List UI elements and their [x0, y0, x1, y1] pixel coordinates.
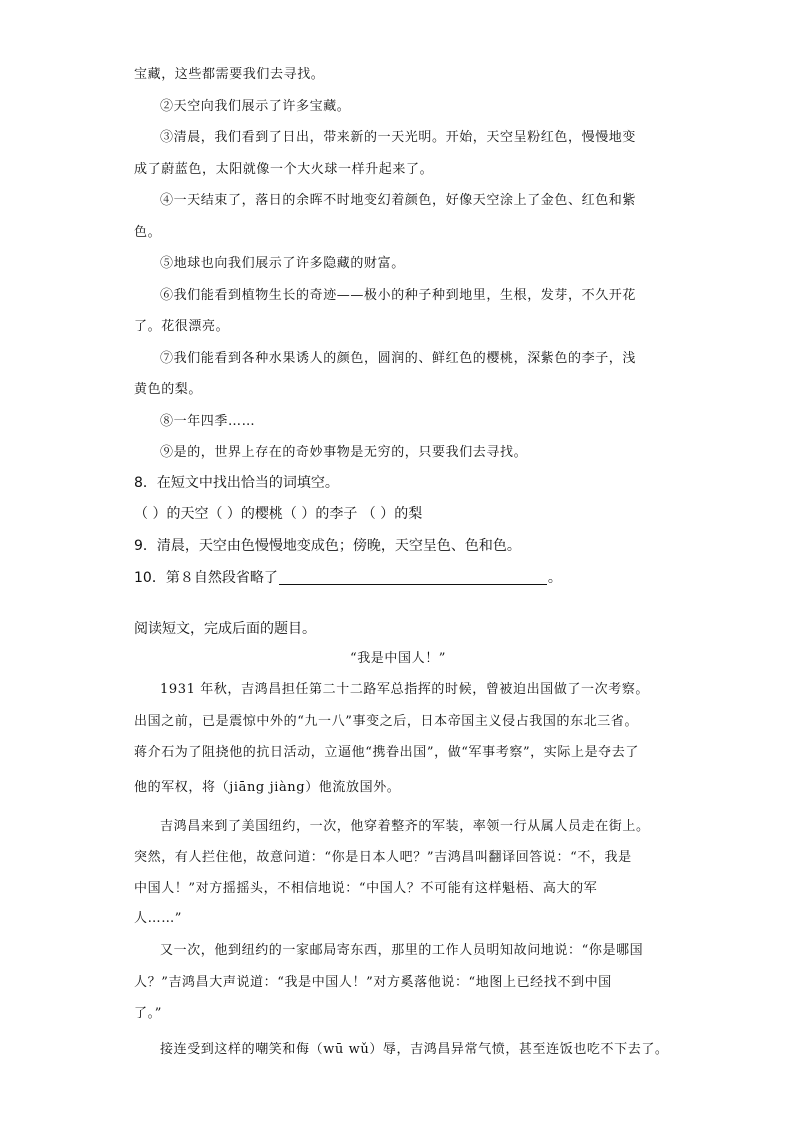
answer-blank[interactable]: [279, 570, 547, 585]
passage2-line-1: 1931 年秋，吉鸿昌担任第二十二路军总指挥的时候，曾被迫出国做了一次考察。: [160, 682, 650, 697]
passage2-line-3: 蒋介石为了阻挠他的抗日活动，立逼他“携眷出国”，做“军事考察”，实际上是夺去了: [134, 745, 639, 760]
passage2-line-6: 突然，有人拦住他，故意问道：“你是日本人吧？”吉鸿昌叫翻译回答说：“不，我是: [134, 850, 632, 865]
passage1-line-12: ⑧一年四季……: [160, 414, 256, 429]
passage1-line-6: 色。: [134, 225, 162, 240]
passage1-line-13: ⑨是的，世界上存在的奇妙事物是无穷的，只要我们去寻找。: [160, 445, 528, 460]
passage1-line-5: ④一天结束了，落日的余晖不时地变幻着颜色，好像天空涂上了金色、红色和紫: [160, 193, 637, 208]
passage1-line-7: ⑤地球也向我们展示了许多隐藏的财富。: [160, 256, 405, 271]
passage2-line-10: 人？”吉鸿昌大声说道：“我是中国人！”对方奚落他说：“地图上已经找不到中国: [134, 975, 612, 990]
passage2-line-5: 吉鸿昌来到了美国纽约，一次，他穿着整齐的军装，率领一行从属人员走在街上。: [160, 819, 650, 834]
passage2-line-12: 接连受到这样的嘲笑和侮（wū wǔ）辱，吉鸿昌异常气愤，甚至连饭也吃不下去了。: [160, 1042, 669, 1057]
passage1-line-10: ⑦我们能看到各种水果诱人的颜色，圆润的、鲜红色的樱桃，深紫色的李子，浅: [160, 351, 637, 366]
passage2-line-11: 了。”: [134, 1006, 162, 1021]
question-10-prefix: 10．第８自然段省略了: [134, 570, 278, 586]
question-9: 9．清晨，天空由色慢慢地变成色；傍晚，天空呈色、色和色。: [134, 538, 521, 554]
question-8-fill-blanks: （ ）的天空（ ）的樱桃（ ）的李子 （ ）的梨: [134, 506, 423, 522]
passage1-line-2: ②天空向我们展示了许多宝藏。: [160, 99, 351, 114]
passage2-line-2: 出国之前，已是震惊中外的“九一八”事变之后，日本帝国主义侵占我国的东北三省。: [134, 714, 639, 729]
passage1-line-11: 黄色的梨。: [134, 382, 203, 397]
question-10: [134, 570, 562, 585]
passage1-line-3: ③清晨，我们看到了日出，带来新的一天光明。开始，天空呈粉红色，慢慢地变: [160, 130, 637, 145]
passage2-line-4: 他的军权，将（jiāng jiàng）他流放国外。: [134, 780, 401, 795]
passage-title: “我是中国人！”: [349, 651, 447, 666]
passage2-line-7: 中国人！”对方摇摇头，不相信地说：“中国人？不可能有这样魁梧、高大的军: [134, 881, 598, 896]
passage2-line-9: 又一次，他到纽约的一家邮局寄东西，那里的工作人员明知故问地说：“你是哪国: [160, 943, 644, 958]
question-8: 8．在短文中找出恰当的词填空。: [134, 475, 339, 491]
question-10-suffix: 。: [547, 570, 562, 586]
passage1-line-1: 宝藏，这些都需要我们去寻找。: [134, 67, 325, 82]
passage2-line-8: 人……”: [134, 911, 183, 926]
passage1-line-8: ⑥我们能看到植物生长的奇迹——极小的种子种到地里，生根，发芽，不久开花: [160, 288, 637, 303]
passage1-line-9: 了。花很漂亮。: [134, 319, 230, 334]
reading-instruction: 阅读短文，完成后面的题目。: [134, 621, 316, 637]
passage1-line-4: 成了蔚蓝色，太阳就像一个大火球一样升起来了。: [134, 162, 434, 177]
